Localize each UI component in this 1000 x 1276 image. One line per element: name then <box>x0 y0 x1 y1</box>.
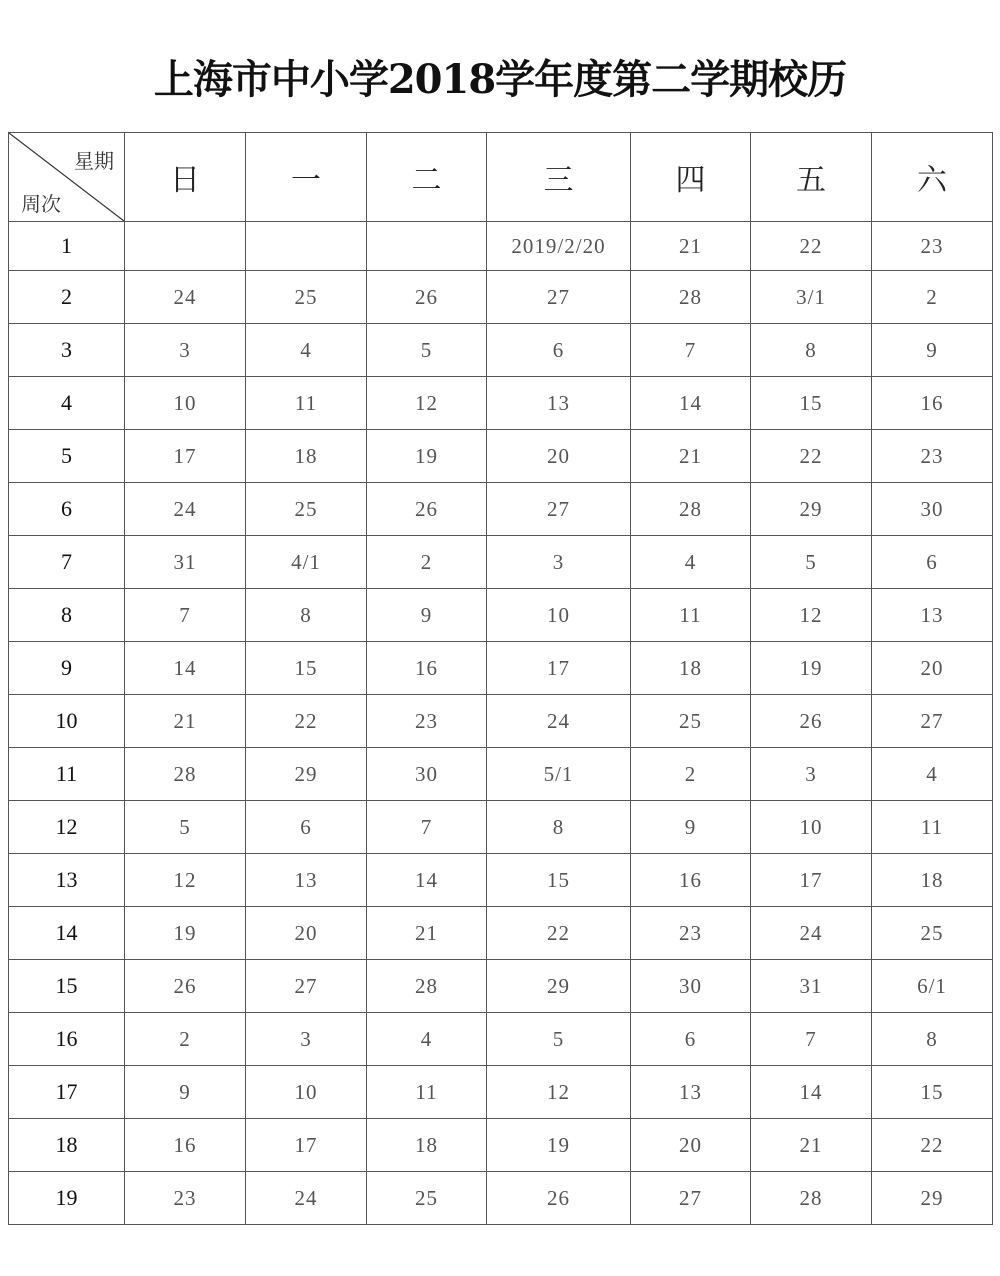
date-cell: 24 <box>487 695 631 748</box>
week-number-cell: 7 <box>9 536 125 589</box>
date-cell: 16 <box>125 1119 246 1172</box>
date-cell: 23 <box>125 1172 246 1225</box>
date-cell: 20 <box>487 430 631 483</box>
date-cell: 7 <box>631 324 751 377</box>
date-cell: 9 <box>631 801 751 854</box>
date-cell: 11 <box>367 1066 487 1119</box>
week-number-cell: 12 <box>9 801 125 854</box>
date-cell: 11 <box>631 589 751 642</box>
week-row <box>9 589 993 642</box>
date-cell: 13 <box>872 589 993 642</box>
date-cell: 8 <box>246 589 367 642</box>
date-cell: 29 <box>872 1172 993 1225</box>
date-cell: 23 <box>872 430 993 483</box>
day-header-wed: 三 <box>487 133 631 222</box>
date-cell: 2 <box>367 536 487 589</box>
date-cell: 25 <box>631 695 751 748</box>
date-cell: 15 <box>246 642 367 695</box>
date-cell: 4 <box>631 536 751 589</box>
date-cell: 14 <box>367 854 487 907</box>
week-row <box>9 222 993 271</box>
date-cell: 5 <box>487 1013 631 1066</box>
date-cell: 10 <box>246 1066 367 1119</box>
date-cell: 10 <box>487 589 631 642</box>
date-cell: 26 <box>487 1172 631 1225</box>
date-cell: 7 <box>125 589 246 642</box>
week-number-cell: 3 <box>9 324 125 377</box>
date-cell: 21 <box>631 222 751 271</box>
week-number-cell: 1 <box>9 222 125 271</box>
date-cell: 13 <box>246 854 367 907</box>
week-row <box>9 430 993 483</box>
date-cell: 2 <box>631 748 751 801</box>
day-header-tue: 二 <box>367 133 487 222</box>
date-cell: 17 <box>246 1119 367 1172</box>
date-cell: 25 <box>872 907 993 960</box>
date-cell: 25 <box>367 1172 487 1225</box>
date-cell: 31 <box>751 960 872 1013</box>
date-cell: 12 <box>487 1066 631 1119</box>
date-cell: 6/1 <box>872 960 993 1013</box>
date-cell: 12 <box>125 854 246 907</box>
date-cell: 26 <box>367 483 487 536</box>
date-cell: 27 <box>246 960 367 1013</box>
date-cell: 3 <box>125 324 246 377</box>
week-number-cell: 8 <box>9 589 125 642</box>
week-row <box>9 695 993 748</box>
date-cell: 25 <box>246 483 367 536</box>
week-row <box>9 324 993 377</box>
date-cell: 29 <box>487 960 631 1013</box>
week-row <box>9 1013 993 1066</box>
date-cell: 7 <box>367 801 487 854</box>
date-cell: 22 <box>751 430 872 483</box>
date-cell: 20 <box>872 642 993 695</box>
date-cell: 20 <box>631 1119 751 1172</box>
date-cell: 17 <box>487 642 631 695</box>
date-cell: 3 <box>246 1013 367 1066</box>
date-cell: 20 <box>246 907 367 960</box>
date-cell: 19 <box>125 907 246 960</box>
week-row <box>9 377 993 430</box>
date-cell: 9 <box>872 324 993 377</box>
date-cell: 21 <box>125 695 246 748</box>
date-cell: 24 <box>125 483 246 536</box>
day-header-sun: 日 <box>125 133 246 222</box>
week-number-cell: 5 <box>9 430 125 483</box>
date-cell: 15 <box>487 854 631 907</box>
date-cell: 3 <box>487 536 631 589</box>
date-cell: 16 <box>367 642 487 695</box>
date-cell: 23 <box>367 695 487 748</box>
date-cell: 15 <box>751 377 872 430</box>
date-cell: 22 <box>487 907 631 960</box>
week-number-cell: 4 <box>9 377 125 430</box>
week-row <box>9 536 993 589</box>
date-cell <box>125 222 246 271</box>
date-cell: 28 <box>631 483 751 536</box>
calendar-body <box>9 222 993 1225</box>
date-cell: 31 <box>125 536 246 589</box>
date-cell: 5 <box>125 801 246 854</box>
date-cell: 2 <box>125 1013 246 1066</box>
date-cell: 30 <box>872 483 993 536</box>
date-cell: 22 <box>872 1119 993 1172</box>
date-cell: 17 <box>751 854 872 907</box>
week-row <box>9 960 993 1013</box>
date-cell: 4 <box>367 1013 487 1066</box>
date-cell: 3 <box>751 748 872 801</box>
date-cell: 4/1 <box>246 536 367 589</box>
date-cell: 24 <box>125 271 246 324</box>
day-header-mon: 一 <box>246 133 367 222</box>
week-row <box>9 483 993 536</box>
date-cell: 8 <box>487 801 631 854</box>
date-cell: 19 <box>751 642 872 695</box>
date-cell: 6 <box>872 536 993 589</box>
date-cell: 4 <box>872 748 993 801</box>
date-cell: 5/1 <box>487 748 631 801</box>
date-cell: 19 <box>367 430 487 483</box>
date-cell: 13 <box>631 1066 751 1119</box>
corner-header-cell <box>9 133 125 222</box>
date-cell: 22 <box>246 695 367 748</box>
date-cell: 29 <box>246 748 367 801</box>
date-cell: 15 <box>872 1066 993 1119</box>
date-cell: 17 <box>125 430 246 483</box>
date-cell: 18 <box>367 1119 487 1172</box>
calendar-table <box>8 132 993 1225</box>
header-row <box>9 133 993 222</box>
date-cell: 16 <box>631 854 751 907</box>
week-number-cell: 10 <box>9 695 125 748</box>
week-row <box>9 854 993 907</box>
week-number-cell: 19 <box>9 1172 125 1225</box>
date-cell: 21 <box>751 1119 872 1172</box>
date-cell: 8 <box>751 324 872 377</box>
date-cell: 30 <box>631 960 751 1013</box>
date-cell: 9 <box>367 589 487 642</box>
week-number-cell: 15 <box>9 960 125 1013</box>
date-cell: 3/1 <box>751 271 872 324</box>
date-cell: 18 <box>631 642 751 695</box>
week-number-cell: 13 <box>9 854 125 907</box>
date-cell: 4 <box>246 324 367 377</box>
date-cell: 10 <box>125 377 246 430</box>
date-cell: 27 <box>487 483 631 536</box>
date-cell: 14 <box>631 377 751 430</box>
week-number-cell: 6 <box>9 483 125 536</box>
date-cell: 28 <box>125 748 246 801</box>
date-cell: 14 <box>751 1066 872 1119</box>
date-cell: 25 <box>246 271 367 324</box>
date-cell: 27 <box>487 271 631 324</box>
date-cell: 13 <box>487 377 631 430</box>
date-cell: 2 <box>872 271 993 324</box>
week-number-cell: 14 <box>9 907 125 960</box>
date-cell: 11 <box>872 801 993 854</box>
day-header-fri: 五 <box>751 133 872 222</box>
week-row <box>9 1119 993 1172</box>
date-cell: 30 <box>367 748 487 801</box>
week-number-cell: 18 <box>9 1119 125 1172</box>
date-cell: 28 <box>631 271 751 324</box>
date-cell: 26 <box>751 695 872 748</box>
week-number-cell: 9 <box>9 642 125 695</box>
day-header-sat: 六 <box>872 133 993 222</box>
week-number-cell: 17 <box>9 1066 125 1119</box>
date-cell: 29 <box>751 483 872 536</box>
date-cell: 22 <box>751 222 872 271</box>
date-cell <box>367 222 487 271</box>
date-cell: 24 <box>751 907 872 960</box>
date-cell: 12 <box>751 589 872 642</box>
week-row <box>9 801 993 854</box>
date-cell: 28 <box>367 960 487 1013</box>
date-cell: 21 <box>367 907 487 960</box>
date-cell: 27 <box>631 1172 751 1225</box>
date-cell: 18 <box>872 854 993 907</box>
week-row <box>9 1066 993 1119</box>
date-cell: 12 <box>367 377 487 430</box>
date-cell: 11 <box>246 377 367 430</box>
date-cell: 9 <box>125 1066 246 1119</box>
date-cell: 23 <box>872 222 993 271</box>
week-row <box>9 642 993 695</box>
date-cell: 26 <box>125 960 246 1013</box>
week-axis-label: 周次 <box>21 192 61 216</box>
date-cell: 27 <box>872 695 993 748</box>
date-cell: 21 <box>631 430 751 483</box>
date-cell: 28 <box>751 1172 872 1225</box>
date-cell: 2019/2/20 <box>487 222 631 271</box>
page-title: 上海市中小学2018学年度第二学期校历 <box>153 56 847 103</box>
weekday-axis-label: 星期 <box>74 149 114 173</box>
day-header-thu: 四 <box>631 133 751 222</box>
date-cell <box>246 222 367 271</box>
week-row <box>9 271 993 324</box>
week-number-cell: 11 <box>9 748 125 801</box>
date-cell: 16 <box>872 377 993 430</box>
date-cell: 7 <box>751 1013 872 1066</box>
date-cell: 23 <box>631 907 751 960</box>
date-cell: 8 <box>872 1013 993 1066</box>
week-number-cell: 2 <box>9 271 125 324</box>
date-cell: 6 <box>631 1013 751 1066</box>
date-cell: 6 <box>487 324 631 377</box>
week-row <box>9 1172 993 1225</box>
date-cell: 14 <box>125 642 246 695</box>
date-cell: 19 <box>487 1119 631 1172</box>
date-cell: 10 <box>751 801 872 854</box>
week-row <box>9 907 993 960</box>
date-cell: 5 <box>367 324 487 377</box>
date-cell: 18 <box>246 430 367 483</box>
date-cell: 5 <box>751 536 872 589</box>
date-cell: 26 <box>367 271 487 324</box>
date-cell: 6 <box>246 801 367 854</box>
date-cell: 24 <box>246 1172 367 1225</box>
week-row <box>9 748 993 801</box>
week-number-cell: 16 <box>9 1013 125 1066</box>
